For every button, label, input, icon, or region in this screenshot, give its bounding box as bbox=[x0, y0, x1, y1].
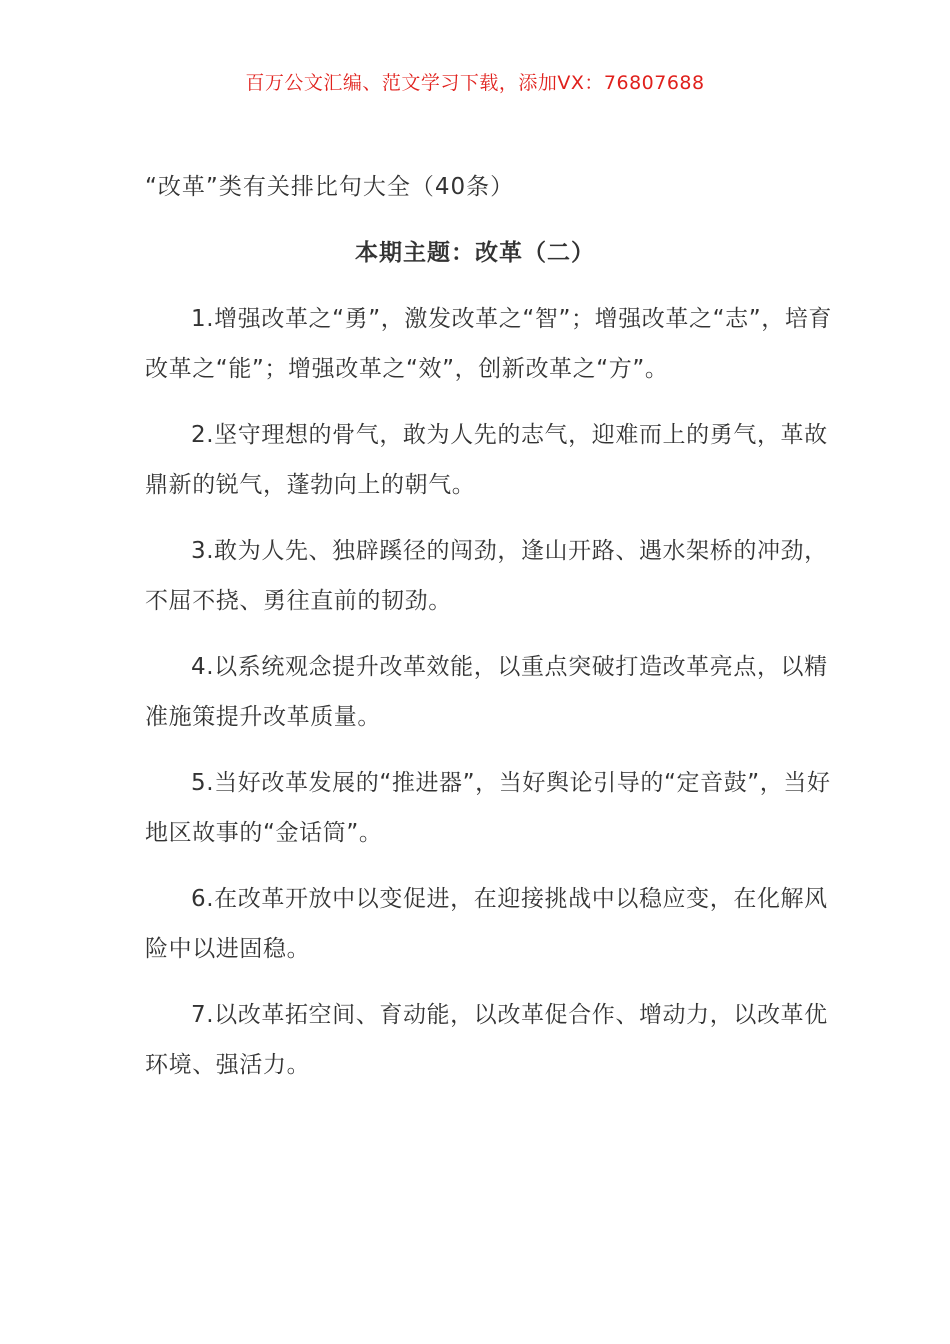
item-list bbox=[145, 294, 835, 1106]
document-subtitle: 本期主题：改革（二） bbox=[355, 240, 595, 266]
list-item: 6.在改革开放中以变促进，在迎接挑战中以稳应变，在化解风险中以进固稳。 bbox=[145, 886, 828, 962]
document-title: “改革”类有关排比句大全（40条） bbox=[145, 174, 515, 200]
list-item: 5.当好改革发展的“推进器”，当好舆论引导的“定音鼓”，当好地区故事的“金话筒”。 bbox=[145, 770, 831, 846]
list-item: 1.增强改革之“勇”，激发改革之“智”；增强改革之“志”，培育改革之“能”；增强改革之“效”，创新改革之“方”。 bbox=[145, 306, 833, 382]
list-item: 4.以系统观念提升改革效能，以重点突破打造改革亮点，以精准施策提升改革质量。 bbox=[145, 654, 828, 730]
list-item: 2.坚守理想的骨气，敢为人先的志气，迎难而上的勇气，革故鼎新的锐气，蓬勃向上的朝气。 bbox=[145, 422, 828, 498]
list-item: 3.敢为人先、独辟蹊径的闯劲，逢山开路、遇水架桥的冲劲，不屈不挠、勇往直前的韧劲。 bbox=[145, 538, 828, 614]
list-item: 7.以改革拓空间、育动能，以改革促合作、增动力，以改革优环境、强活力。 bbox=[145, 1002, 828, 1078]
watermark-banner: 百万公文汇编、范文学习下载，添加VX：76807688 bbox=[245, 72, 705, 94]
